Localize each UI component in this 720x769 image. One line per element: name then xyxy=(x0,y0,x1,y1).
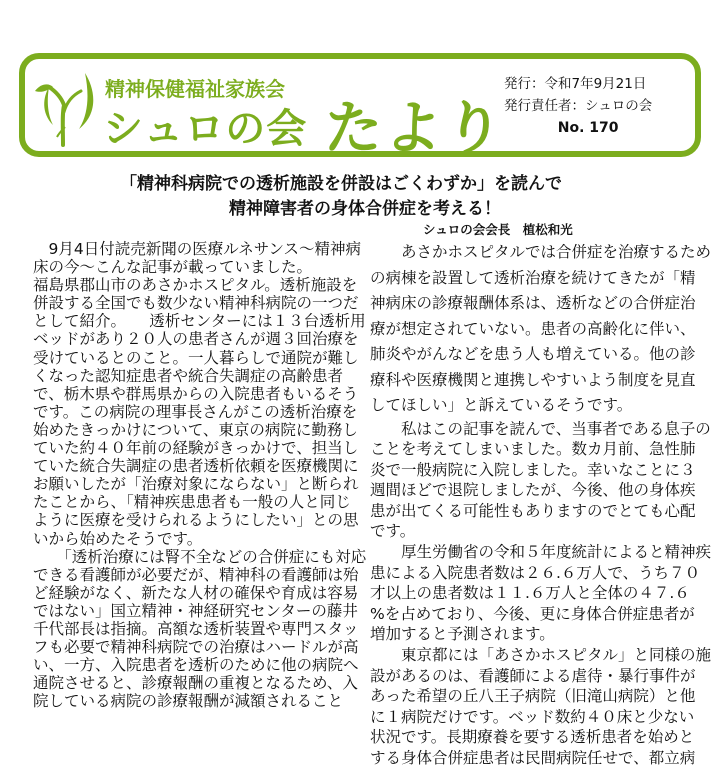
text-line: 9月4日付読売新聞の医療ルネサンス～精神病 xyxy=(33,240,362,258)
palm-sprout-icon xyxy=(33,67,103,147)
issue-info xyxy=(504,73,652,139)
text-line: 東京都には「あさかホスピタル」と同様の施 xyxy=(370,646,712,665)
text-line: する身体合併症患者は民間病院任せで、都立病 xyxy=(370,749,696,767)
text-line: 患による入院患者数は２６.６万人で、うち７０ xyxy=(370,563,701,582)
text-line: 院している病院の診療報酬が減額されること xyxy=(33,692,344,711)
text-line: たことから、「精神疾患患者も一般の人と同じ xyxy=(33,493,351,512)
text-line: 神病床の診療報酬体系は、透析などの合併症治 xyxy=(370,294,696,312)
text-line: フも必要で精神科病院での治療はハードルが高 xyxy=(33,638,359,657)
text-line: ように医療を受けられるようにしたい」との思 xyxy=(33,511,359,530)
masthead-banner xyxy=(19,53,701,162)
text-line: です。この病院の理事長さんがこの透析治療を xyxy=(33,402,358,421)
text-line: 肺炎やがんなどを患う人も増えている。他の診 xyxy=(370,345,696,363)
issue-number: No. 170 xyxy=(557,120,619,136)
text-line: ていた統合失調症の患者透析依頼を医療機関に xyxy=(33,457,359,476)
text-line: いから始めたそうです。 xyxy=(33,529,203,548)
text-line: 炎で一般病院に入院しました。幸いなことに３ xyxy=(370,460,696,479)
text-line: 状況です。長期療養を要する透析患者を始めと xyxy=(370,728,695,747)
text-line: 「透析治療には腎不全などの合併症にも対応 xyxy=(33,547,367,566)
text-line: に１病院だけです。ベッド数約４０床と少ない xyxy=(370,707,695,726)
text-line: 患が出てくる可能性もありますのでとても心配 xyxy=(370,501,696,520)
text-line: です。 xyxy=(370,522,416,541)
article-right-column xyxy=(370,240,712,769)
article-left-column xyxy=(33,240,367,711)
text-line: 療が想定されていない。患者の高齢化に伴い、 xyxy=(370,319,696,338)
text-line: お願いしたが「治療対象にならない」と断られ xyxy=(33,475,359,494)
text-line: い、一方、入院患者を透析のために他の病院へ xyxy=(33,656,359,675)
paragraph-reflection xyxy=(370,419,712,769)
headline-line-1: 「精神科病院での透析施設を併設はごくわずか」を読んで xyxy=(120,174,562,194)
text-line: 福島県郡山市のあさかホスピタル。透析施設を xyxy=(33,276,358,295)
newsletter-title: たより xyxy=(322,94,508,162)
text-line: ことを考えてしまいました。数カ月前、急性肺 xyxy=(370,440,696,459)
publisher: 発行責任者：シュロの会 xyxy=(504,98,653,114)
text-line: 通院させると、診療報酬の重複となるため、入 xyxy=(33,674,358,693)
text-line: できる看護師が必要だが、精神科の看護師は殆 xyxy=(33,565,359,584)
article-headline xyxy=(0,172,720,222)
text-line: で、栃木県や群馬県からの入院患者もいるそう xyxy=(33,384,359,403)
text-line: ではない」国立精神・神経研究センターの藤井 xyxy=(33,601,358,620)
text-line: ていた約４０年前の経験がきっかけで、担当し xyxy=(33,439,359,458)
issue-date: 発行：令和7年9月21日 xyxy=(504,76,647,92)
text-line: ど経験がなく、新たな人材の確保や育成は容易 xyxy=(33,583,359,602)
text-line: してほしい」と訴えているそうです。 xyxy=(370,396,633,414)
text-line: %を占めており、今後、更に身体合併症患者が xyxy=(370,604,695,623)
text-line: 床の今～こんな記事が載っていました。 xyxy=(33,258,313,277)
paragraph-asaka-hospital xyxy=(370,240,712,419)
text-line: 設があるのは、看護師による虐待・暴行事件が xyxy=(370,666,696,685)
text-line: ベッドがあり２０人の患者さんが週３回治療を xyxy=(33,330,359,349)
club-name: シュロの会 xyxy=(103,106,308,152)
text-line: 始めたきっかけについて、東京の病院に勤務し xyxy=(33,420,358,439)
headline-line-2: 精神障害者の身体合併症を考える！ xyxy=(229,199,501,219)
text-line: 併設する全国でも数少ない精神科病院の一つだ xyxy=(33,294,359,313)
text-line: 受けているとのこと。一人暮らしで通院が難し xyxy=(33,348,359,367)
text-line: 週間ほどで退院しましたが、今後、他の身体疾 xyxy=(370,481,696,500)
text-line: 千代部長は指摘。高額な透析装置や専門スタッ xyxy=(33,619,359,638)
text-line: 私はこの記事を読んで、当事者である息子の xyxy=(370,419,711,438)
text-line: として紹介。 透析センターには１３台透析用 xyxy=(33,312,366,331)
text-line: あさかホスピタルでは合併症を治療するため xyxy=(370,243,712,261)
text-line: あった希望の丘八王子病院（旧滝山病院）と他 xyxy=(370,687,696,706)
text-line: くなった認知症患者や統合失調症の高齢患者 xyxy=(33,366,344,385)
text-line: の病棟を設置して透析治療を続けてきたが「精 xyxy=(370,268,696,287)
article-byline: シュロの会会長 植松和光 xyxy=(423,222,573,237)
text-line: 才以上の患者数は１１.６万人と全体の４７.６ xyxy=(370,584,690,603)
organization-name: 精神保健福祉家族会 xyxy=(105,77,285,101)
text-line: 療科や医療機関と連携しやすいよう制度を見直 xyxy=(370,370,696,389)
text-line: 増加すると予測されます。 xyxy=(370,625,555,644)
text-line: 厚生労働省の令和５年度統計によると精神疾 xyxy=(370,543,712,562)
